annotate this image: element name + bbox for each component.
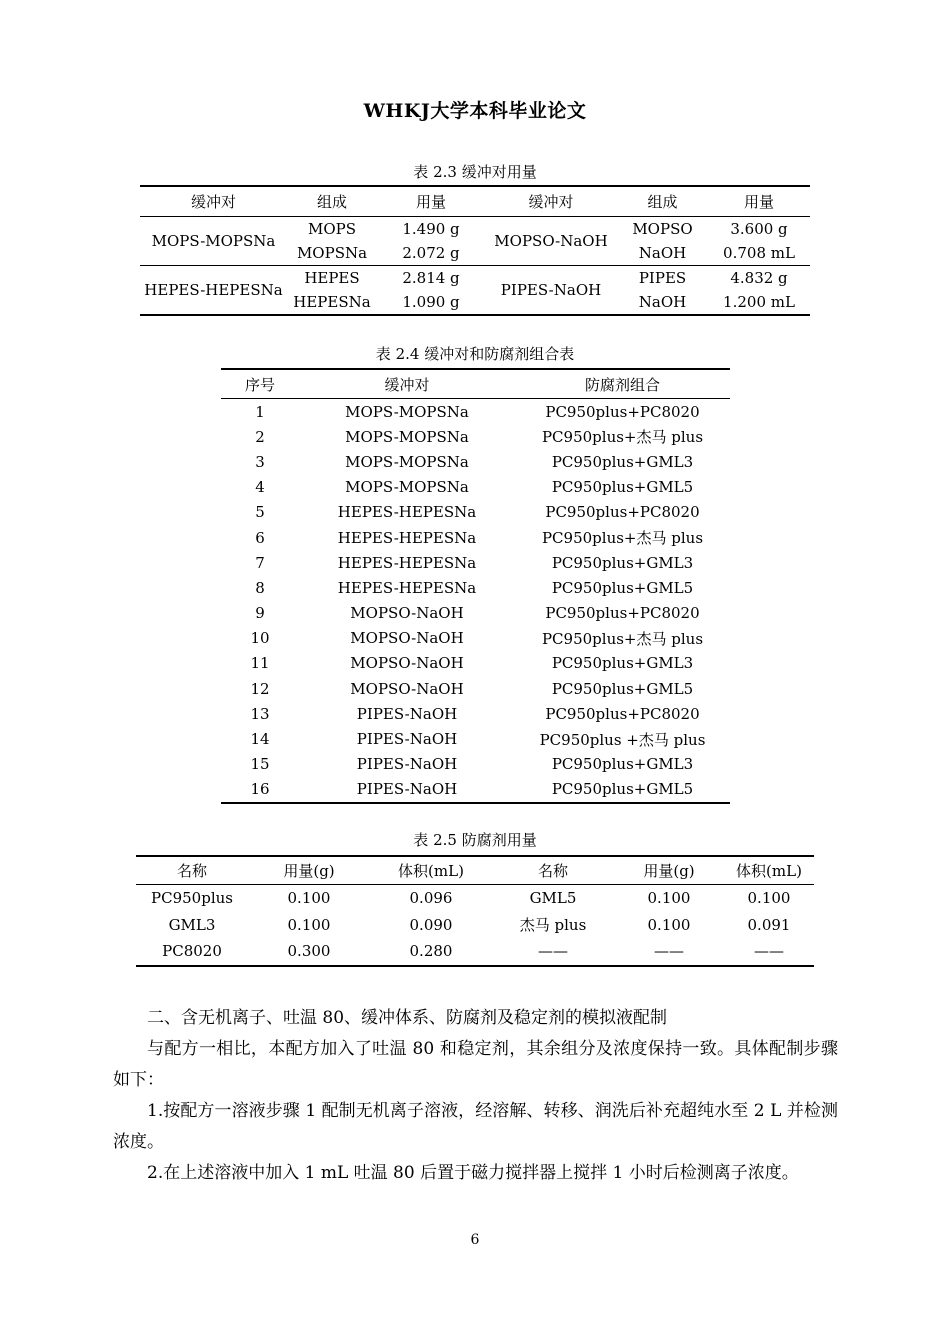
amount-cell: 2.072 g — [377, 241, 485, 266]
table-row — [221, 449, 730, 474]
table-2-3-caption: 表 2.3 缓冲对用量 — [413, 163, 537, 181]
table-row — [136, 885, 814, 912]
table-2-3-buffer-amounts — [140, 185, 810, 316]
table-cell: PC950plus+PC8020 — [545, 402, 700, 421]
section-heading: 二、含无机离子、吐温 80、缓冲体系、防腐剂及稳定剂的模拟液配制 — [147, 1008, 668, 1028]
table-cell: 0.100 — [647, 889, 691, 908]
paragraph: 1.按配方一溶液步骤 1 配制无机离子溶液，经溶解、转移、润洗后补充超纯水至 2 L 并检测浓度。 — [113, 1101, 838, 1152]
table-header-row — [136, 856, 814, 885]
table-cell: 2 — [255, 427, 265, 446]
component-cell: PIPES — [638, 269, 687, 287]
table-cell: MOPS-MOPSNa — [345, 452, 469, 471]
table-cell: PC950plus+GML5 — [551, 679, 694, 698]
table-cell: 5 — [255, 503, 265, 522]
table-row — [221, 752, 730, 777]
component-cell: NaOH — [617, 241, 708, 266]
table-cell: 6 — [255, 528, 265, 547]
amount-cell: 1.490 g — [402, 220, 460, 238]
table-cell: 0.300 — [287, 942, 331, 961]
table-cell: PC950plus+杰马 plus — [541, 629, 704, 648]
table-cell: GML3 — [168, 915, 216, 934]
table-cell: PC950plus+GML5 — [551, 578, 694, 597]
table-row — [221, 424, 730, 449]
table-cell: HEPES-HEPESNa — [337, 528, 477, 547]
amount-cell: 2.814 g — [402, 269, 460, 287]
table-row — [221, 500, 730, 525]
table-cell: 7 — [255, 553, 265, 572]
amount-cell: 1.090 g — [402, 293, 460, 311]
table-cell: PC950plus+GML3 — [551, 553, 694, 572]
column-header: 用量 — [377, 186, 485, 217]
table-cell: 0.100 — [287, 915, 331, 934]
table-row — [221, 475, 730, 500]
table-cell: PC950plus+杰马 plus — [541, 529, 704, 548]
table-cell: 0.100 — [747, 889, 791, 908]
table-cell: MOPSO-NaOH — [350, 604, 464, 623]
column-header: 体积(mL) — [724, 856, 814, 885]
buffer-pair-cell: MOPS-MOPSNa — [140, 217, 287, 266]
table-row — [221, 626, 730, 651]
table-cell: MOPS-MOPSNa — [345, 478, 469, 497]
component-cell: MOPSO — [632, 220, 693, 238]
table-cell: PIPES-NaOH — [356, 704, 458, 723]
buffer-pair-cell: HEPES-HEPESNa — [144, 281, 283, 299]
table-cell: 0.280 — [409, 942, 453, 961]
table-cell: PC950plus+GML3 — [551, 452, 694, 471]
table-row — [221, 575, 730, 600]
table-row — [221, 701, 730, 726]
table-cell: PC950plus+PC8020 — [545, 704, 700, 723]
amount-cell: 4.832 g — [730, 269, 788, 287]
table-cell: 4 — [255, 478, 265, 497]
table-cell: MOPSO-NaOH — [350, 654, 464, 673]
amount-cell: 1.200 mL — [723, 293, 795, 311]
amount-cell: 3.600 g — [730, 220, 788, 238]
table-cell: 0.100 — [287, 889, 331, 908]
table-cell: 11 — [250, 654, 270, 673]
table-cell: PC8020 — [162, 942, 222, 961]
column-header: 用量 — [708, 186, 810, 217]
table-row — [221, 525, 730, 550]
table-cell: 16 — [250, 780, 270, 799]
column-header: 用量(g) — [248, 856, 370, 885]
column-header: 用量(g) — [614, 856, 724, 885]
amount-cell: 0.708 mL — [708, 241, 810, 266]
table-cell: MOPS-MOPSNa — [345, 402, 469, 421]
paragraph: 2.在上述溶液中加入 1 mL 吐温 80 后置于磁力搅拌器上搅拌 1 小时后检测离子浓度。 — [147, 1163, 799, 1183]
column-header: 体积(mL) — [370, 856, 492, 885]
table-cell: 0.100 — [647, 915, 691, 934]
table-cell: PC950plus+GML3 — [551, 755, 694, 774]
table-cell: PC950plus +杰马 plus — [539, 730, 706, 749]
table-row — [221, 726, 730, 751]
table-cell: GML5 — [529, 889, 577, 908]
table-cell: 15 — [250, 755, 270, 774]
table-cell: 1 — [255, 402, 265, 421]
table-cell: —— — [654, 942, 684, 961]
table-cell: 3 — [255, 452, 265, 471]
table-cell: MOPSO-NaOH — [350, 629, 464, 648]
table-cell: PC950plus — [151, 889, 233, 908]
table-cell: PC950plus+PC8020 — [545, 503, 700, 522]
component-cell: HEPESNa — [293, 293, 371, 311]
table-cell: 8 — [255, 578, 265, 597]
table-cell: 0.096 — [409, 889, 453, 908]
table-row — [221, 651, 730, 676]
table-cell: 14 — [250, 730, 270, 749]
column-header: 缓冲对 — [299, 369, 515, 399]
table-row — [221, 399, 730, 425]
buffer-pair-cell: MOPSO-NaOH — [485, 217, 617, 266]
column-header: 缓冲对 — [140, 186, 287, 217]
table-2-4-caption: 表 2.4 缓冲对和防腐剂组合表 — [375, 345, 575, 363]
column-header: 组成 — [617, 186, 708, 217]
column-header: 序号 — [221, 369, 299, 399]
table-cell: MOPSO-NaOH — [350, 679, 464, 698]
table-row — [140, 266, 810, 291]
table-cell: 12 — [250, 679, 270, 698]
column-header: 名称 — [136, 856, 248, 885]
table-cell: PC950plus+GML3 — [551, 654, 694, 673]
table-2-5-preservative-amounts — [136, 855, 814, 967]
table-cell: 0.091 — [747, 915, 791, 934]
table-cell: PC950plus+杰马 plus — [541, 428, 704, 447]
table-row — [221, 550, 730, 575]
table-cell: 0.090 — [409, 915, 453, 934]
table-row — [221, 676, 730, 701]
table-header-row — [221, 369, 730, 399]
document-header-title: WHKJ大学本科毕业论文 — [363, 100, 587, 122]
buffer-pair-cell: PIPES-NaOH — [500, 281, 602, 299]
component-cell: MOPSNa — [287, 241, 377, 266]
body-text — [113, 1003, 838, 1189]
component-cell: NaOH — [638, 293, 687, 311]
column-header: 名称 — [492, 856, 614, 885]
table-cell: 9 — [255, 604, 265, 623]
table-row — [140, 217, 810, 242]
table-row — [136, 912, 814, 939]
column-header: 组成 — [287, 186, 377, 217]
table-cell: —— — [754, 942, 784, 961]
table-2-4-buffer-preservative-combinations — [221, 368, 730, 804]
table-cell: PIPES-NaOH — [356, 755, 458, 774]
table-cell: HEPES-HEPESNa — [337, 553, 477, 572]
table-row — [221, 601, 730, 626]
page-number: 6 — [470, 1232, 480, 1248]
table-2-5-caption: 表 2.5 防腐剂用量 — [413, 831, 537, 849]
table-cell: PC950plus+GML5 — [551, 780, 694, 799]
table-cell: PIPES-NaOH — [356, 780, 458, 799]
component-cell: HEPES — [304, 269, 360, 287]
column-header: 缓冲对 — [485, 186, 617, 217]
table-header-row — [140, 186, 810, 217]
table-cell: HEPES-HEPESNa — [337, 503, 477, 522]
table-cell: MOPS-MOPSNa — [345, 427, 469, 446]
table-cell: PIPES-NaOH — [356, 730, 458, 749]
table-row — [221, 777, 730, 803]
table-cell: 10 — [250, 629, 270, 648]
paragraph: 与配方一相比，本配方加入了吐温 80 和稳定剂，其余组分及浓度保持一致。具体配制步骤如下： — [113, 1039, 838, 1090]
table-cell: 13 — [250, 704, 270, 723]
table-cell: HEPES-HEPESNa — [337, 578, 477, 597]
table-cell: —— — [538, 942, 568, 961]
table-cell: 杰马 plus — [519, 916, 587, 935]
table-row — [136, 938, 814, 966]
table-cell: PC950plus+GML5 — [551, 478, 694, 497]
component-cell: MOPS — [307, 220, 357, 238]
column-header: 防腐剂组合 — [515, 369, 730, 399]
table-cell: PC950plus+PC8020 — [545, 604, 700, 623]
